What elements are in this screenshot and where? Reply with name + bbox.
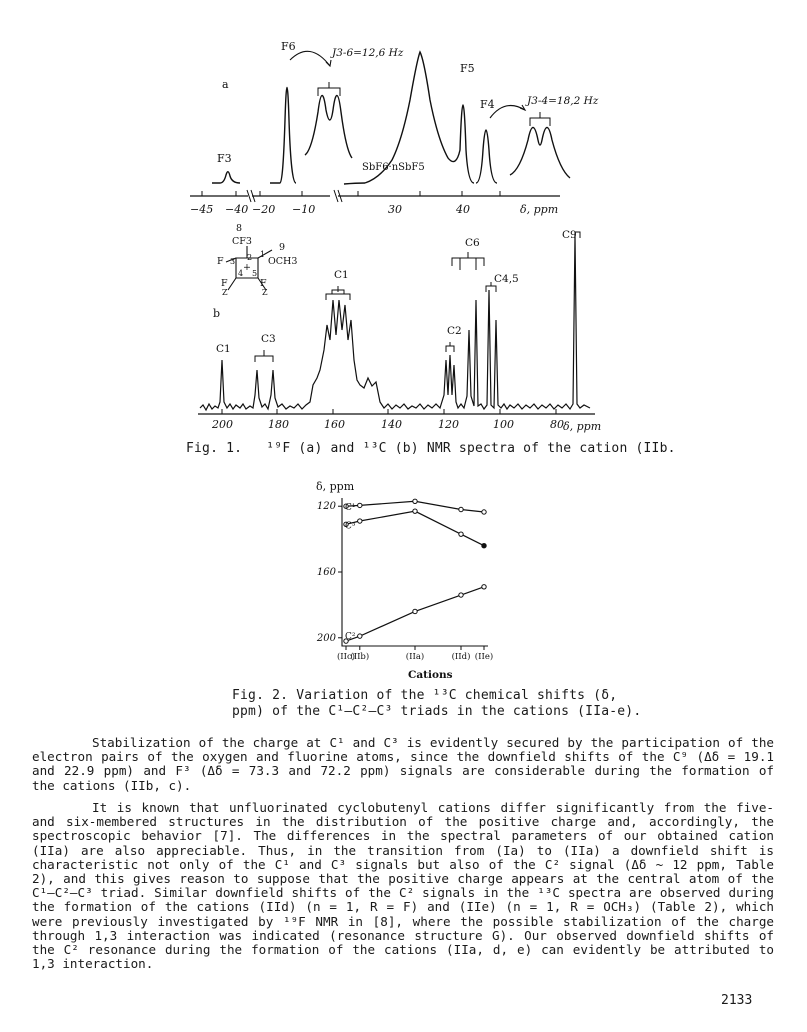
y-tick-label: 120: [316, 501, 336, 513]
peak-f5-label: F5: [460, 62, 475, 75]
panel-b-peak-labels: [216, 229, 577, 355]
svg-text:80: 80: [550, 418, 564, 431]
peak-c2-label: C2: [447, 325, 462, 337]
peak-c6-label: C6: [465, 237, 480, 249]
data-point: [413, 509, 417, 513]
series-label: C¹: [345, 503, 356, 514]
svg-text:1: 1: [260, 250, 266, 259]
panel-a: [190, 51, 570, 202]
panel-a-peak-labels: [217, 40, 599, 173]
svg-text:120: 120: [438, 418, 459, 431]
structure-labels: [217, 223, 297, 297]
svg-text:δ, ppm: δ, ppm: [563, 420, 602, 433]
data-point: [459, 593, 463, 597]
peak-c45-label: C4,5: [494, 273, 519, 285]
chart-ylabel: δ, ppm: [316, 480, 355, 493]
figure-2-caption-line-1: Fig. 2. Variation of the ¹³C chemical shifts (δ,: [232, 688, 618, 703]
chart-xlabel: Cations: [408, 669, 453, 681]
y-tick-label: 200: [316, 632, 336, 644]
x-tick-label: (IId): [451, 652, 471, 662]
svg-text:+: +: [243, 262, 251, 273]
a-tick-m40: −40: [225, 203, 249, 216]
peak-f4-label: F4: [480, 98, 495, 111]
coupling-label-1: J3-6=12,6 Hz: [332, 47, 404, 59]
peak-f6-label: F6: [281, 40, 296, 53]
a-tick-m45: −45: [190, 203, 214, 216]
data-point: [482, 510, 486, 514]
anion-label: SbF6·nSbF5: [362, 162, 425, 173]
peak-c3-label: C3: [261, 333, 276, 345]
data-point: [459, 532, 463, 536]
data-point: [413, 609, 417, 613]
peak-c1-label: C1: [216, 343, 231, 355]
nmr-spectra-figure: [0, 0, 807, 440]
panel-b-label: b: [213, 307, 221, 320]
svg-text:CF3: CF3: [232, 236, 252, 247]
paragraph-2: [32, 801, 774, 971]
peak-f3-label: F3: [217, 152, 232, 165]
svg-text:F: F: [217, 256, 224, 267]
svg-text:140: 140: [381, 418, 402, 431]
a-tick-m20: −20: [252, 203, 276, 216]
paragraph-2-text: It is known that unfluorinated cyclobutenyl cations differ significantly from the five- and six-membered structures in the distribution of the positive charge and, accordingly, the spectroscopic behavior [7]. The differences in the spectral parameters of our obtained cation (IIa) are also appreciable. Thus, in the transition from (Ia) to (IIa) a downfield shift is characteristic not only of the C¹ and C³ signals but also of the C² signal (Δδ ~ 12 ppm, Table 2), and this gives reason to suppose that the positive charge appears at the central atom of the C¹–C²–C³ triad. Similar downfield shifts of the C² signals in the ¹³C spectra are observed during the formation of the cations (IId) (n = 1, R = F) and (IIe) (n = 1, R = OCH₃) (Table 2), which were previously investigated by ¹⁹F NMR in [8], where the possible stabilization of the charge through 1,3 interaction was indicated (resonance structure G). Our observed downfield shifts of the C² resonance during the formation of the cations (IIa, d, e) can evidently be attributed to 1,3 interaction.: [32, 800, 774, 972]
series-label: C²: [345, 632, 356, 643]
data-point: [358, 634, 362, 638]
svg-text:180: 180: [268, 418, 289, 431]
coupling-label-2: J3-4=18,2 Hz: [527, 95, 599, 107]
series-line: [346, 511, 484, 546]
svg-text:8: 8: [236, 223, 243, 234]
panel-b-axis-labels: [211, 418, 601, 433]
data-point: [482, 543, 486, 547]
paragraph-1: [32, 736, 774, 793]
a-tick-40: 40: [456, 203, 470, 216]
data-point: [413, 499, 417, 503]
a-tick-m10: −10: [292, 203, 316, 216]
svg-text:F: F: [260, 278, 267, 289]
svg-text:4: 4: [238, 269, 244, 278]
x-tick-label: (IIb): [350, 652, 370, 662]
figure-1-caption: [186, 441, 676, 456]
data-point: [358, 503, 362, 507]
series-label: C³: [345, 521, 356, 532]
svg-text:2: 2: [247, 253, 253, 262]
panel-a-axis-labels: [190, 203, 558, 216]
data-point: [482, 585, 486, 589]
figure-1: [0, 0, 807, 440]
x-tick-label: (IIe): [474, 652, 494, 662]
svg-text:200: 200: [212, 418, 233, 431]
svg-text:Z: Z: [262, 288, 268, 297]
svg-text:3: 3: [230, 257, 236, 266]
a-axis-unit: δ, ppm: [520, 203, 559, 216]
svg-text:Z: Z: [222, 288, 228, 297]
panel-a-label: a: [222, 78, 229, 91]
data-point: [358, 519, 362, 523]
y-tick-label: 160: [316, 567, 336, 578]
data-point: [459, 507, 463, 511]
svg-text:5: 5: [252, 269, 258, 278]
paragraph-1-text: Stabilization of the charge at C¹ and C³ is evidently secured by the participation of the electron pairs of the oxygen and fluorine atoms, since the downfield shifts of the C⁹ (Δδ = 19.1 and 22.9 ppm) and F³ (Δδ = 73.3 and 72.2 ppm) signals are considerable during the formation of the cations (IIb, c).: [32, 735, 774, 793]
figure-2-caption-line-2: ppm) of the C¹—C²—C³ triads in the cations (IIa-e).: [232, 704, 642, 719]
x-tick-label: (IIc): [336, 652, 356, 662]
chemical-shift-chart: [300, 476, 530, 686]
peak-c1-2-label: C1: [334, 269, 349, 281]
figure-1-caption-prefix: Fig. 1.: [186, 441, 243, 456]
svg-text:OCH3: OCH3: [268, 256, 298, 267]
figure-1-caption-text: ¹⁹F (a) and ¹³C (b) NMR spectra of the cation (IIb.: [266, 441, 676, 456]
svg-text:F: F: [221, 278, 228, 289]
a-tick-30: 30: [388, 203, 402, 216]
svg-text:160: 160: [324, 418, 345, 431]
figure-2: [300, 476, 530, 686]
page-number: 2133: [721, 993, 753, 1008]
peak-c9-label: C9: [562, 229, 577, 241]
svg-text:100: 100: [493, 418, 514, 431]
x-tick-label: (IIa): [405, 652, 425, 662]
svg-text:9: 9: [279, 242, 286, 253]
